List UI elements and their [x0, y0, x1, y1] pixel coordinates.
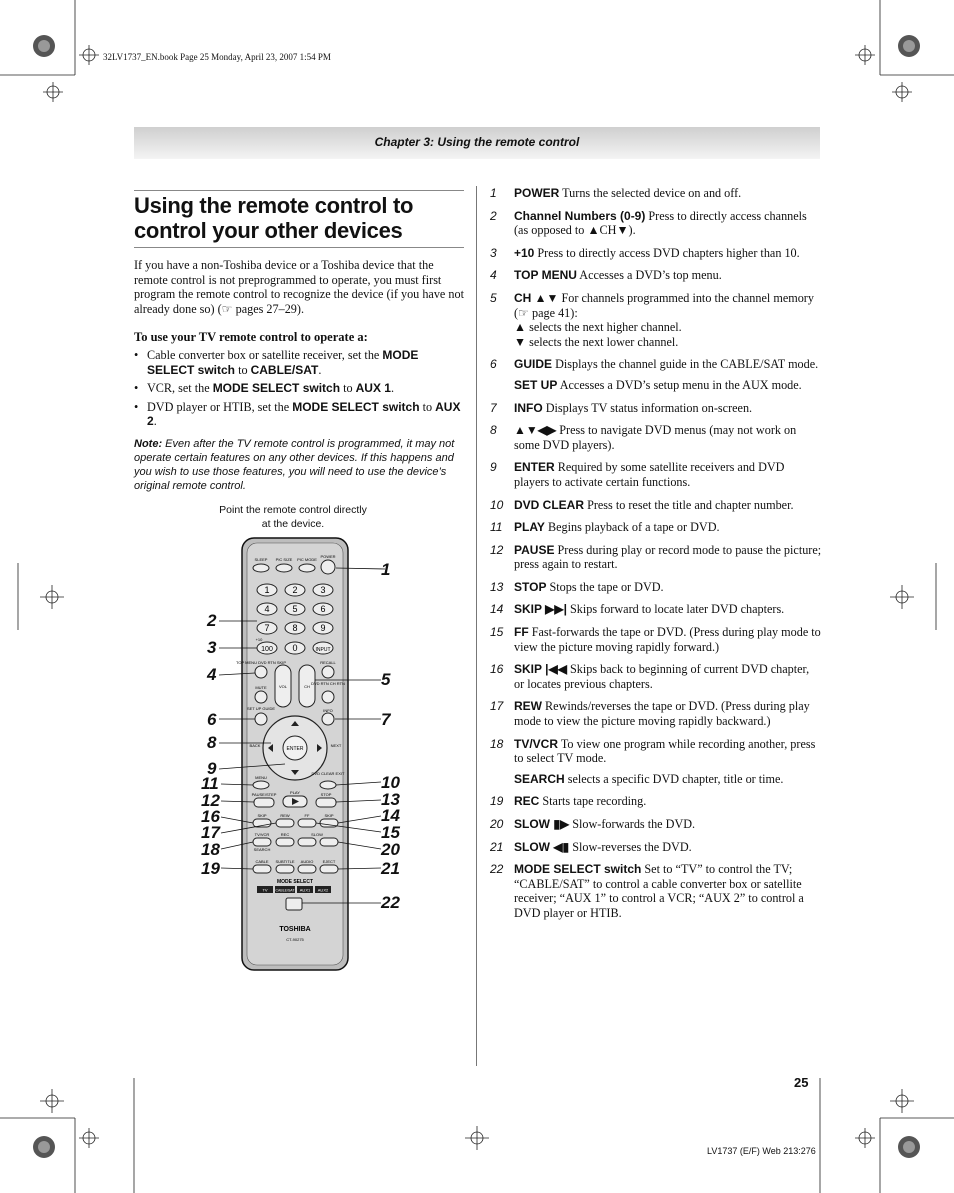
remote-label: MUTE [255, 685, 267, 690]
digit-key: 9 [320, 623, 326, 633]
bullet-list [134, 348, 464, 433]
item-text: Displays the channel guide in the CABLE/SAT mode. [552, 357, 819, 372]
list-item [490, 291, 822, 349]
remote-label: SKIP [324, 813, 334, 818]
list-item [490, 737, 822, 787]
key-100: 100 [261, 646, 273, 653]
note [134, 437, 464, 493]
callout-number: 18 [201, 840, 220, 859]
callout-number: 7 [381, 710, 391, 729]
mode-label: TV [262, 887, 268, 893]
item-text: To view one program while recording another, press to select TV mode. [514, 736, 816, 766]
list-item [490, 423, 822, 452]
remote-label: VOL [278, 684, 288, 689]
intro-paragraph: If you have a non-Toshiba device or a Toshiba device that the remote control is not preprogrammed to operate, you must first program the remote control to recognize the device (if you have not already done so) (☞ pages 27–29). [134, 258, 464, 316]
item-number: 18 [490, 736, 504, 751]
item-label: SKIP |◀◀ [514, 662, 567, 677]
callout-number: 6 [207, 710, 217, 729]
remote-label: RECALL [320, 660, 336, 665]
item-text: Set to “TV” to control the TV; “CABLE/SAT” to control a cable converter box or satellite receiver; “AUX 1” to control a VCR; “AUX 2” to control a DVD player or HTIB. [514, 862, 804, 920]
list-item: • VCR, set the MODE SELECT switch to AUX 1. [134, 381, 395, 396]
item-label: REC [514, 794, 540, 809]
list-item [490, 520, 822, 535]
item-sub [514, 772, 822, 787]
item-number: 6 [490, 357, 497, 372]
item-text: Press to reset the title and chapter number. [584, 497, 794, 512]
item-label: Channel Numbers (0-9) [514, 208, 646, 223]
item-number: 16 [490, 662, 504, 677]
book-info-line: 32LV1737_EN.book Page 25 Monday, April 23, 2007 1:54 PM [103, 52, 331, 62]
item-number: 4 [490, 268, 497, 283]
list-item [490, 543, 822, 572]
digit-key: 6 [320, 604, 326, 614]
remote-label: TV/VCR [254, 832, 270, 837]
item-number: 14 [490, 602, 504, 617]
item-sub-label: SET UP [514, 377, 558, 392]
button-descriptions [490, 186, 822, 929]
mode-label: CABLE/SAT [275, 888, 295, 893]
item-number: 2 [490, 208, 497, 223]
list-item [490, 602, 822, 617]
remote-label: REW [280, 813, 290, 818]
item-number: 8 [490, 423, 497, 438]
callout-number: 19 [201, 859, 220, 878]
remote-label: BACK [249, 743, 261, 748]
callout-number: 14 [381, 806, 400, 825]
item-number: 20 [490, 817, 504, 831]
digit-key: 8 [292, 623, 298, 633]
remote-label: CH [304, 684, 310, 689]
item-label: SKIP ▶▶| [514, 602, 567, 617]
remote-label: EJECT [322, 859, 336, 864]
item-text: Press to directly access channels (as opposed to ▲CH▼). [514, 208, 807, 238]
item-text: Fast-forwards the tape or DVD. (Press during play mode to view the picture moving rapidly forward.) [514, 625, 821, 654]
list-item [490, 460, 822, 489]
item-label: POWER [514, 186, 560, 200]
callout-number: 17 [201, 823, 220, 842]
item-text: Rewinds/reverses the tape or DVD. (Press during play mode to view the picture moving rapidly backward.) [514, 699, 810, 729]
callout-number: 8 [207, 733, 217, 752]
remote-label: MENU [255, 775, 267, 780]
callout-number: 2 [207, 611, 217, 630]
point-caption: Point the remote control directly at the device. [219, 504, 367, 530]
callout-number: 13 [381, 790, 400, 809]
callout-number: 16 [201, 807, 220, 826]
enter-key: ENTER [286, 746, 304, 752]
list-item [490, 794, 822, 809]
item-number: 1 [490, 186, 497, 200]
section-title: Using the remote control to control your other devices [134, 190, 464, 248]
remote-label: STOP [320, 792, 332, 797]
item-label: STOP [514, 579, 547, 594]
item-sub-label: SEARCH [514, 771, 565, 786]
list-item [490, 401, 822, 416]
note-label: Note: [134, 438, 163, 450]
item-label: TV/VCR [514, 736, 559, 751]
list-item: • DVD player or HTIB, set the MODE SELECT switch to AUX 2. [134, 399, 461, 429]
item-label: GUIDE [514, 357, 553, 372]
footer-code: LV1737 (E/F) Web 213:276 [707, 1146, 816, 1156]
item-text: For channels programmed into the channel memory (☞ page 41): ▲ selects the next higher channel. ▼ selects the next lower channel. [514, 290, 814, 349]
column-divider [476, 186, 477, 1066]
callout-number: 12 [201, 791, 220, 810]
brand-logo: TOSHIBA [279, 926, 311, 933]
callout-number: 15 [381, 823, 400, 842]
callout-number: 3 [207, 638, 217, 657]
item-text: Starts tape recording. [539, 794, 647, 809]
item-text: Required by some satellite receivers and DVD players to activate certain functions. [514, 460, 785, 489]
item-number: 15 [490, 625, 504, 640]
chapter-title: Chapter 3: Using the remote control [374, 135, 580, 149]
item-text: Slow-forwards the DVD. [569, 817, 696, 831]
digit-key: 4 [264, 604, 270, 614]
remote-label: SUBTITLE [275, 859, 295, 864]
item-number: 21 [490, 839, 504, 854]
digit-key: 2 [292, 585, 298, 595]
remote-label: SKIP [257, 813, 267, 818]
remote-label: DVD CLEAR EXIT [311, 771, 345, 776]
remote-label: PIC MODE [297, 557, 317, 562]
subheading: To use your TV remote control to operate a: [134, 330, 368, 344]
item-text: Skips forward to locate later DVD chapters. [566, 602, 785, 617]
item-text: Displays TV status information on-screen. [542, 400, 753, 415]
item-text: Accesses a DVD’s top menu. [576, 268, 722, 283]
callout-number: 1 [381, 560, 391, 579]
item-number: 10 [490, 497, 504, 512]
remote-label: NEXT [330, 743, 342, 748]
item-number: 22 [490, 862, 504, 877]
list-item [490, 662, 822, 691]
mode-label: AUX2 [317, 887, 329, 893]
remote-label: AUDIO [300, 859, 314, 864]
item-number: 11 [490, 520, 503, 535]
remote-label: CABLE [255, 859, 269, 864]
item-label: DVD CLEAR [514, 497, 585, 512]
item-number: 12 [490, 542, 504, 557]
list-item [490, 625, 822, 654]
key-0: 0 [292, 643, 298, 653]
item-label: CH ▲▼ [514, 290, 559, 305]
item-text: Press during play or record mode to pause the picture; press again to restart. [514, 542, 822, 572]
list-item [490, 699, 822, 728]
list-item: • Cable converter box or satellite receiver, set the MODE SELECT switch to CABLE/SAT. [134, 348, 419, 377]
item-label: +10 [514, 245, 535, 260]
item-number: 17 [490, 699, 504, 714]
item-text: Slow-reverses the DVD. [569, 839, 692, 854]
callout-number: 21 [381, 859, 400, 878]
remote-label: DVD RTN CH RTN [311, 681, 345, 686]
item-label: REW [514, 699, 542, 714]
digit-key: 7 [264, 623, 270, 633]
list-item [490, 268, 822, 283]
callout-number: 5 [381, 670, 391, 689]
item-label: MODE SELECT switch [514, 862, 642, 877]
callout-number: 11 [201, 774, 219, 793]
item-sub-text: Accesses a DVD’s setup menu in the AUX mode. [557, 377, 802, 392]
item-text: Turns the selected device on and off. [559, 186, 742, 200]
callout-number: 22 [381, 893, 400, 912]
digit-key: 3 [320, 585, 326, 595]
item-label: SLOW ▮▶ [514, 817, 570, 831]
remote-label: POWER [320, 554, 336, 559]
digit-key: 1 [264, 585, 270, 595]
list-item [490, 498, 822, 513]
remote-label: PIC SIZE [275, 557, 293, 562]
mode-label: AUX1 [299, 887, 311, 893]
list-item [490, 186, 822, 201]
list-item [490, 580, 822, 595]
item-text: Begins playback of a tape or DVD. [544, 520, 720, 535]
remote-label: SEARCH [253, 847, 271, 852]
item-number: 5 [490, 290, 497, 305]
item-label: FF [514, 625, 529, 640]
note-text: Even after the TV remote control is programmed, it may not operate certain features on any other devices. If this happens and you wish to use those features, you will need to use the device’s original remote control. [134, 438, 455, 492]
list-item [490, 209, 822, 238]
item-number: 19 [490, 794, 504, 809]
key-input: INPUT [315, 647, 331, 653]
item-label: SLOW ◀▮ [514, 839, 570, 854]
item-number: 3 [490, 245, 497, 260]
list-item [490, 840, 822, 855]
item-label: INFO [514, 400, 543, 415]
callout-number: 10 [381, 773, 400, 792]
remote-label: SET UP GUIDE [246, 706, 276, 711]
item-label: TOP MENU [514, 268, 577, 283]
item-label: PAUSE [514, 542, 555, 557]
item-number: 13 [490, 579, 504, 594]
callout-number: 20 [381, 840, 400, 859]
remote-label: SLOW [311, 832, 323, 837]
page-number: 25 [794, 1075, 809, 1090]
list-item [490, 246, 822, 261]
item-number: 9 [490, 460, 497, 475]
model-number: CT-90275 [286, 937, 304, 942]
remote-label: FF [304, 813, 310, 818]
remote-label: MODE SELECT [276, 879, 314, 885]
item-text: Skips back to beginning of current DVD chapter, or locates previous chapters. [514, 662, 810, 691]
callout-number: 9 [207, 759, 217, 778]
item-label: ▲▼◀▶ [514, 423, 557, 438]
item-label: PLAY [514, 520, 545, 535]
digit-key: 5 [292, 604, 298, 614]
remote-label: REC [280, 832, 290, 837]
item-text: Stops the tape or DVD. [546, 579, 664, 594]
remote-label: INFO [323, 708, 333, 713]
item-number: 7 [490, 400, 497, 415]
item-text: Press to navigate DVD menus (may not work on some DVD players). [514, 423, 797, 452]
list-item [490, 817, 822, 832]
item-sub-text: selects a specific DVD chapter, title or time. [564, 771, 784, 786]
plus10-label: +10 [255, 637, 263, 642]
item-text: Press to directly access DVD chapters higher than 10. [534, 245, 800, 260]
remote-label: SLEEP [254, 557, 268, 562]
chapter-header [134, 127, 820, 159]
remote-label: TOP MENU DVD RTN SKIP [235, 660, 287, 665]
list-item [490, 357, 822, 392]
remote-label: PLAY [290, 790, 300, 795]
remote-label: PAUSE/STEP [251, 792, 277, 797]
item-sub [514, 378, 822, 393]
item-label: ENTER [514, 460, 555, 475]
list-item [490, 862, 822, 920]
callout-number: 4 [207, 665, 217, 684]
